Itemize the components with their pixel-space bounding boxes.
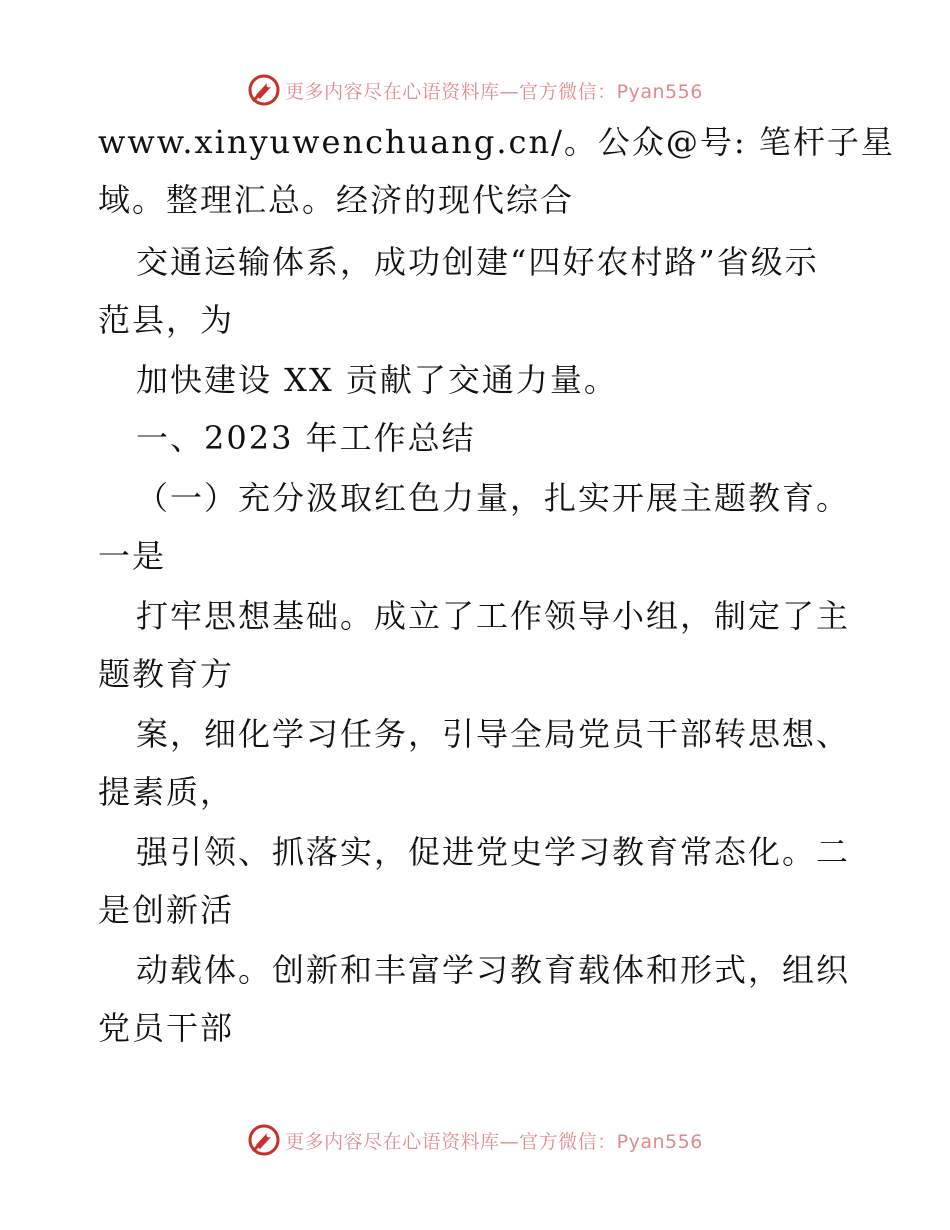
pen-nib-logo-icon xyxy=(247,73,281,107)
text-line: 动载体。创新和丰富学习教育载体和形式，组织 xyxy=(136,951,851,989)
footer-watermark xyxy=(0,1120,950,1160)
watermark-label: 更多内容尽在心语资料库—官方微信： xyxy=(285,1130,617,1153)
section-heading: 一、2023 年工作总结 xyxy=(136,419,476,457)
text-line: 案，细化学习任务，引导全局党员干部转思想、 xyxy=(136,715,851,753)
text-line: 交通运输体系，成功创建“四好农村路”省级示 xyxy=(136,243,819,281)
text-line: 域。整理汇总。经济的现代综合 xyxy=(98,181,575,219)
text-line: 题教育方 xyxy=(98,655,235,693)
text-line: 党员干部 xyxy=(98,1009,235,1047)
watermark-label: 更多内容尽在心语资料库—官方微信： xyxy=(285,80,617,103)
text-line: 是创新活 xyxy=(98,891,235,929)
watermark-text xyxy=(285,77,703,104)
subsection-heading: （一）充分汲取红色力量，扎实开展主题教育。 xyxy=(136,479,851,517)
text-line: 提素质， xyxy=(98,773,235,811)
text-line: 强引领、抓落实，促进党史学习教育常态化。二 xyxy=(136,833,851,871)
wechat-id: Pyan556 xyxy=(616,80,703,103)
text-line: 一是 xyxy=(98,537,167,575)
text-line: 打牢思想基础。成立了工作领导小组，制定了主 xyxy=(136,597,851,635)
text-line: 范县，为 xyxy=(98,301,235,339)
header-watermark xyxy=(0,70,950,110)
wechat-id: Pyan556 xyxy=(616,1130,703,1153)
text-line: www.xinyuwenchuang.cn/。公众@号: 笔杆子星 xyxy=(98,123,895,161)
watermark-text xyxy=(285,1127,703,1154)
pen-nib-logo-icon xyxy=(247,1123,281,1157)
text-line: 加快建设 XX 贡献了交通力量。 xyxy=(136,361,618,399)
